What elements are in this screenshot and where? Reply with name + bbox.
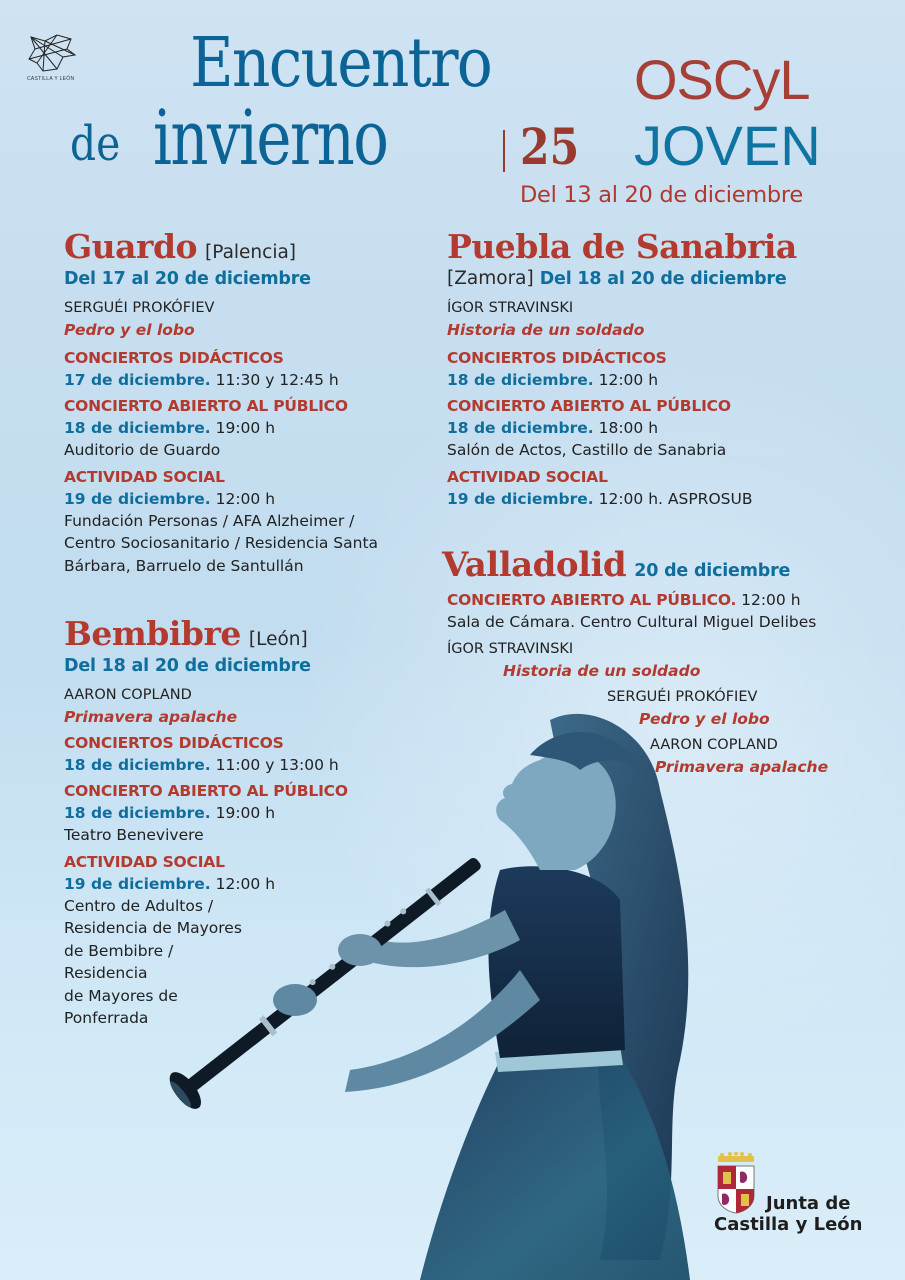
valladolid-work-3: Primavera apalache <box>655 757 829 776</box>
sanabria-work: Historia de un soldado <box>447 321 645 339</box>
sanabria-open-venue: Salón de Actos, Castillo de Sanabria <box>447 441 727 459</box>
province-sanabria: [Zamora] <box>447 268 534 289</box>
bembibre-social-when: 19 de diciembre. 12:00 h <box>64 874 276 893</box>
title-separator <box>503 130 505 172</box>
festival-dates: Del 13 al 20 de diciembre <box>520 182 803 208</box>
city-sanabria: Puebla de Sanabria <box>447 227 797 266</box>
valladolid-open-when: CONCIERTO ABIERTO AL PÚBLICO. 12:00 h <box>447 591 801 609</box>
sanabria-social-when: 19 de diciembre. 12:00 h. ASPROSUB <box>447 489 753 508</box>
castilla-y-leon-logo <box>27 33 79 82</box>
orchestra-name: OSCyL <box>634 48 810 111</box>
guardo-didactic-when: 17 de diciembre. 11:30 y 12:45 h <box>64 371 339 389</box>
sanabria-open-when: 18 de diciembre. 18:00 h <box>447 419 659 437</box>
bembibre-social-venue-5: de Mayores de <box>64 986 178 1005</box>
guardo-open-label: CONCIERTO ABIERTO AL PÚBLICO <box>64 397 348 415</box>
bembibre-social-venue-1: Centro de Adultos / <box>64 896 214 915</box>
coat-of-arms-icon <box>714 1152 758 1214</box>
city-bembibre: Bembibre <box>64 614 241 653</box>
valladolid-composer-3: AARON COPLAND <box>650 736 778 753</box>
valladolid-composer-1: ÍGOR STRAVINSKI <box>447 640 574 657</box>
guardo-open-venue: Auditorio de Guardo <box>64 441 221 459</box>
valladolid-work-1: Historia de un soldado <box>503 661 701 680</box>
guardo-social-venue-2: Centro Sociosanitario / Residencia Santa <box>64 534 379 552</box>
title-line-2: invierno <box>153 93 388 182</box>
valladolid-composer-2: SERGUÉI PROKÓFIEV <box>607 688 758 705</box>
bembibre-open-when: 18 de diciembre. 19:00 h <box>64 804 276 822</box>
valladolid-section <box>442 545 882 778</box>
sanabria-date-range: Del 18 al 20 de diciembre <box>539 269 787 289</box>
sanabria-composer: ÍGOR STRAVINSKI <box>447 300 574 316</box>
province-bembibre: [León] <box>248 629 308 650</box>
guardo-social-venue-1: Fundación Personas / AFA Alzheimer / <box>64 511 355 530</box>
junta-line-2: Castilla y León <box>714 1214 863 1235</box>
castilla-leon-map-icon <box>27 33 77 73</box>
bembibre-date-range: Del 18 al 20 de diciembre <box>64 656 311 676</box>
bembibre-open-venue: Teatro Benevivere <box>64 826 204 844</box>
title-line-1: Encuentro <box>190 24 492 103</box>
valladolid-work-2: Pedro y el lobo <box>639 709 770 728</box>
province-guardo: [Palencia] <box>205 242 297 263</box>
valladolid-date: 20 de diciembre <box>634 561 791 581</box>
bembibre-social-label: ACTIVIDAD SOCIAL <box>64 852 225 871</box>
guardo-social-venue-3: Bárbara, Barruelo de Santullán <box>64 556 304 575</box>
junta-line-1: Junta de <box>766 1193 851 1214</box>
city-guardo: Guardo <box>64 227 198 266</box>
sanabria-open-label: CONCIERTO ABIERTO AL PÚBLICO <box>447 397 731 415</box>
guardo-social-label: ACTIVIDAD SOCIAL <box>64 467 225 486</box>
guardo-date-range: Del 17 al 20 de diciembre <box>64 269 311 289</box>
bembibre-open-label: CONCIERTO ABIERTO AL PÚBLICO <box>64 782 348 800</box>
bembibre-composer: AARON COPLAND <box>64 687 192 703</box>
guardo-section <box>64 227 424 577</box>
guardo-open-when: 18 de diciembre. 19:00 h <box>64 419 276 437</box>
sanabria-didactic-label: CONCIERTOS DIDÁCTICOS <box>447 349 667 367</box>
region-logo-caption: CASTILLA Y LEÓN <box>27 76 75 82</box>
orchestra-subtitle: JOVEN <box>634 114 821 177</box>
bembibre-social-venue-2: Residencia de Mayores <box>64 919 242 937</box>
valladolid-open-venue: Sala de Cámara. Centro Cultural Miguel Delibes <box>447 613 817 631</box>
city-valladolid: Valladolid <box>442 545 627 585</box>
guardo-didactic-label: CONCIERTOS DIDÁCTICOS <box>64 349 284 367</box>
edition-number: 25 <box>520 117 580 176</box>
guardo-social-when: 19 de diciembre. 12:00 h <box>64 489 276 508</box>
title-de: de <box>70 116 121 172</box>
bembibre-social-venue-6: Ponferrada <box>64 1009 149 1027</box>
sanabria-section <box>447 227 867 510</box>
guardo-work: Pedro y el lobo <box>64 321 195 339</box>
bembibre-social-venue-4: Residencia <box>64 964 148 982</box>
sanabria-didactic-when: 18 de diciembre. 12:00 h <box>447 371 659 389</box>
bembibre-work: Primavera apalache <box>64 708 238 726</box>
bembibre-section <box>64 614 394 1030</box>
bembibre-didactic-when: 18 de diciembre. 11:00 y 13:00 h <box>64 756 339 774</box>
bembibre-didactic-label: CONCIERTOS DIDÁCTICOS <box>64 734 284 752</box>
junta-castilla-leon-logo <box>714 1152 874 1235</box>
bembibre-social-venue-3: de Bembibre / <box>64 941 174 960</box>
sanabria-social-label: ACTIVIDAD SOCIAL <box>447 467 608 486</box>
guardo-composer: SERGUÉI PROKÓFIEV <box>64 300 215 316</box>
